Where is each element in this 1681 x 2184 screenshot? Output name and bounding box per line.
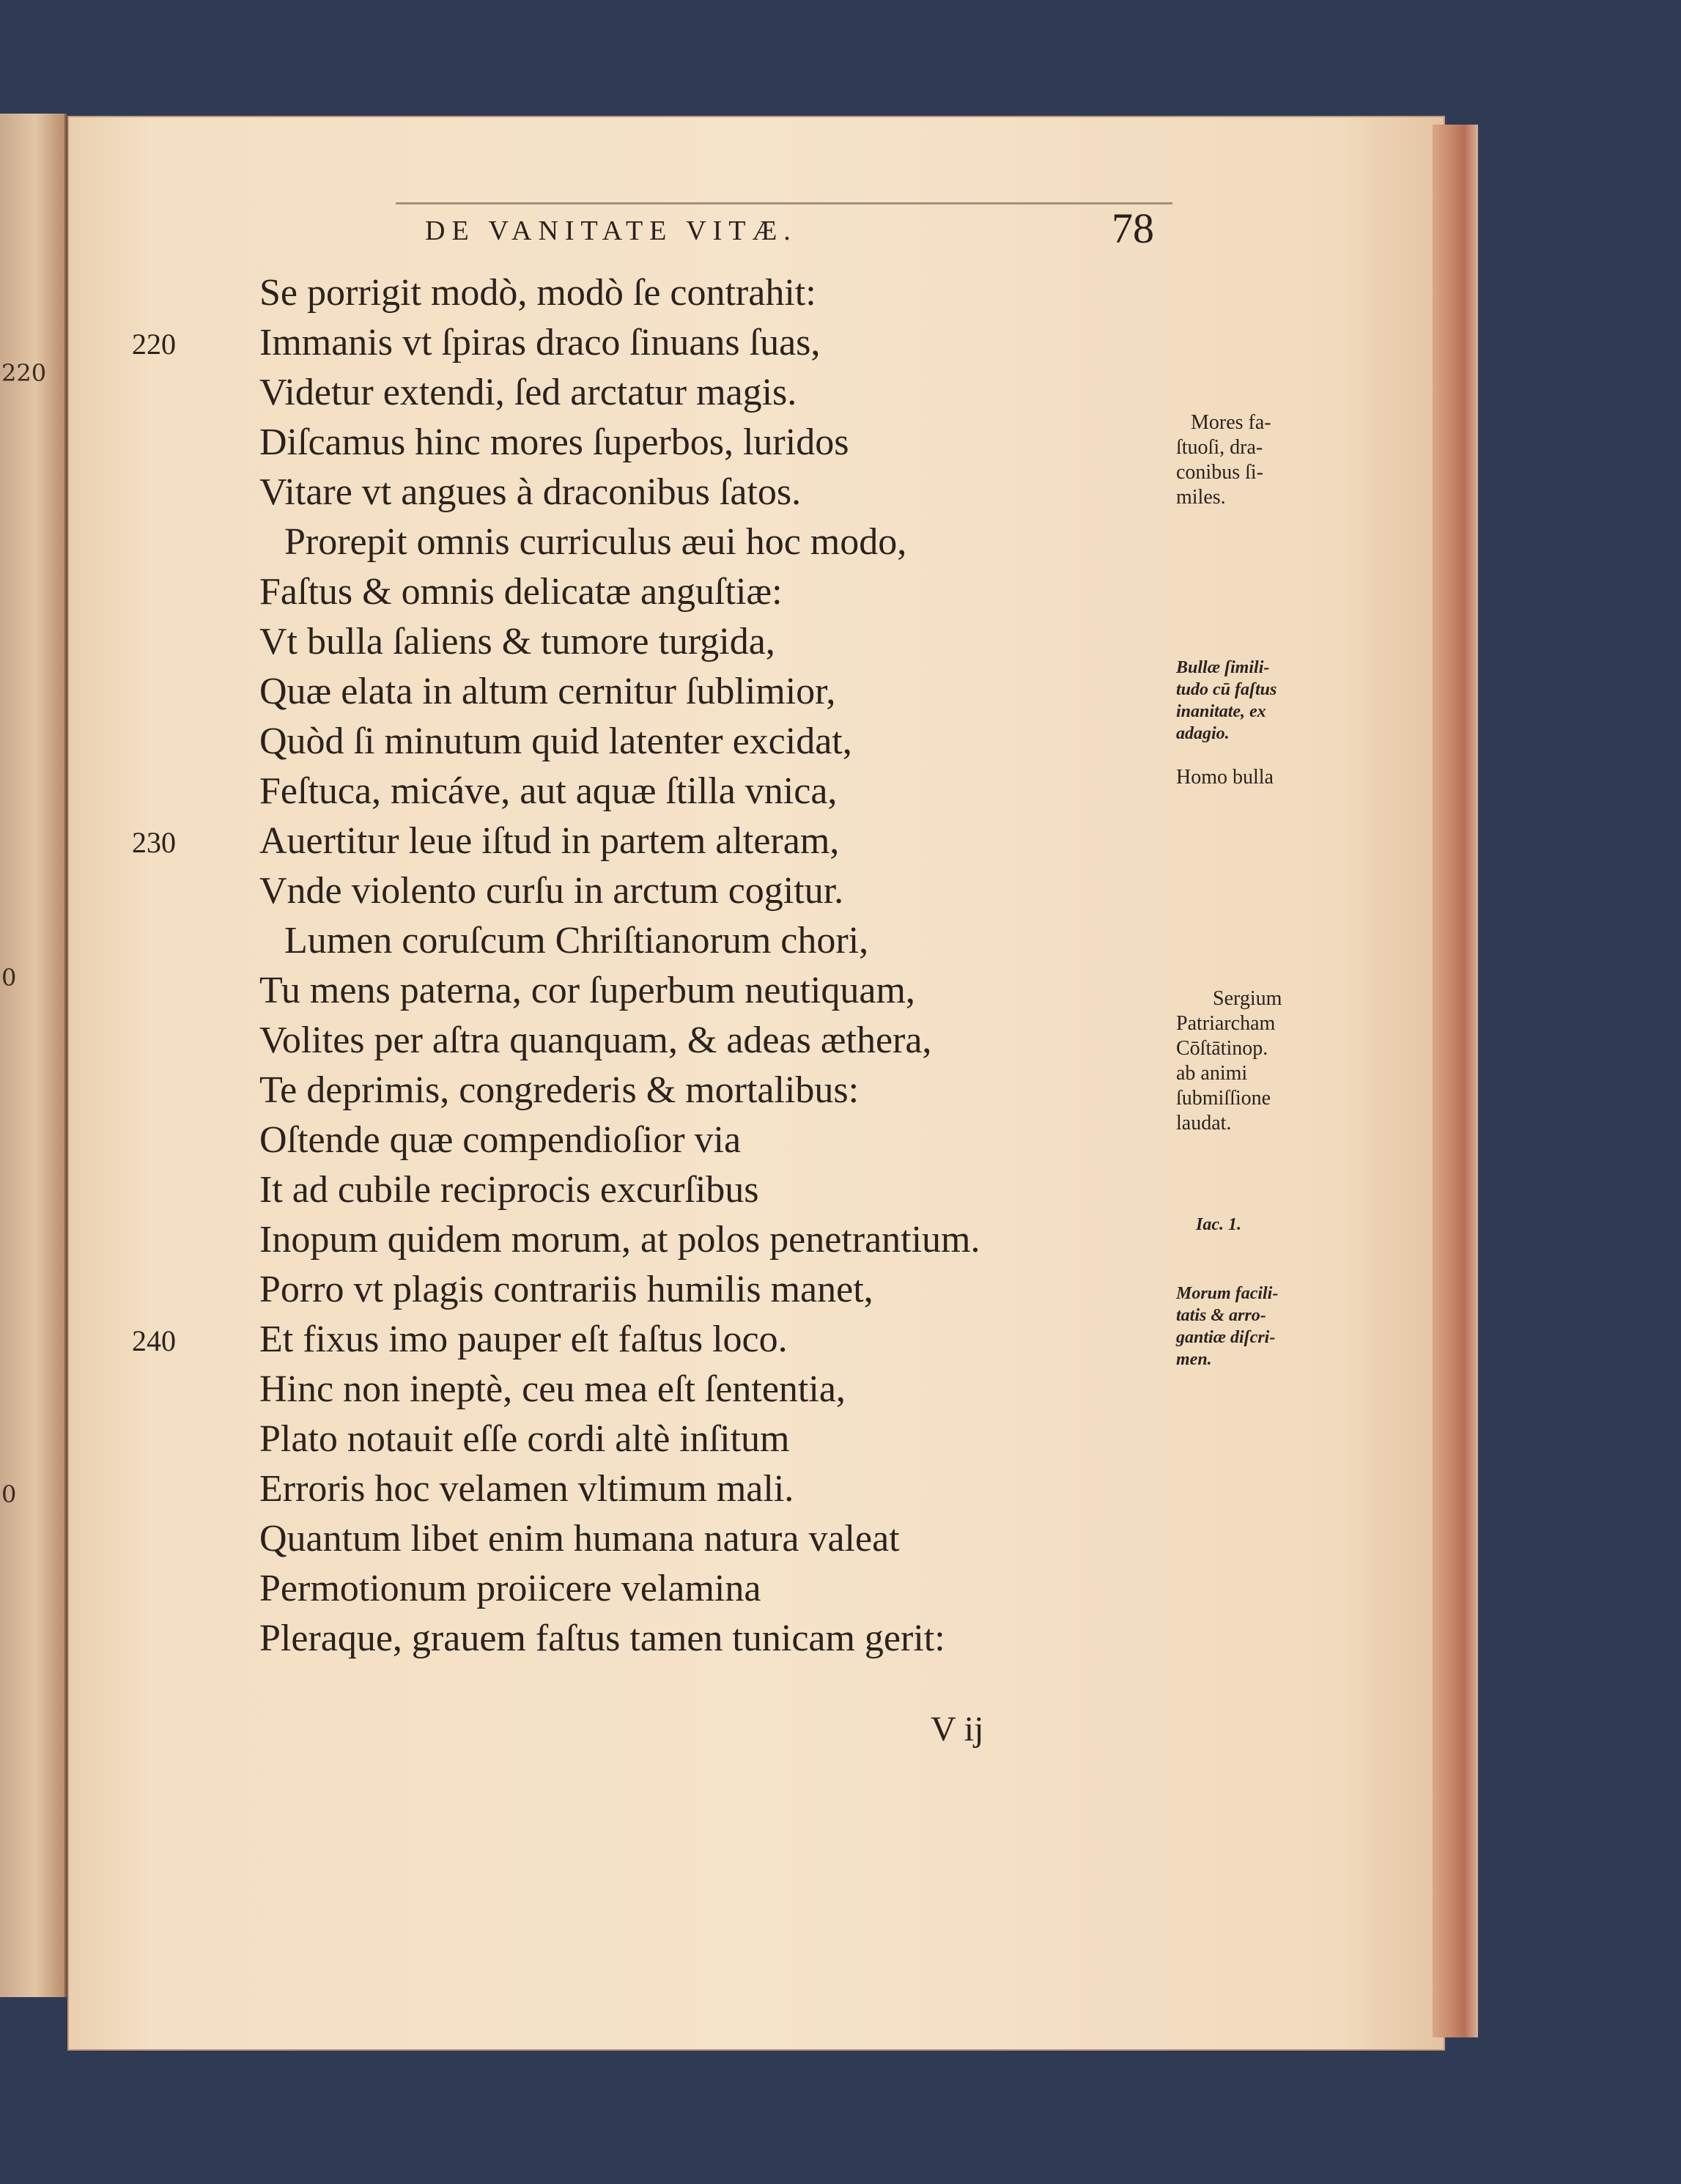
side-note: Sergium Patriarcham Cōſtātinop. ab animi ſubmiſſione laudat. xyxy=(1176,987,1282,1135)
verse-line: Oſtende quæ compendioſior via xyxy=(259,1119,742,1161)
running-title: DE VANITATE VITÆ. xyxy=(425,215,797,246)
verse-line: Hinc non ineptè, ceu mea eſt ſententia, xyxy=(259,1368,846,1410)
verse-line: Prorepit omnis curriculus æui hoc modo, xyxy=(284,521,907,563)
verse-line: Erroris hoc velamen vltimum mali. xyxy=(259,1468,794,1510)
page-fore-edge xyxy=(1433,125,1478,2037)
left-line-number: 0 xyxy=(1,1480,17,1508)
line-number: 240 xyxy=(132,1324,176,1357)
left-line-number: 0 xyxy=(1,964,17,992)
header-rule xyxy=(396,202,1172,204)
verse-line: Et fixus imo pauper eſt faſtus loco. xyxy=(259,1318,788,1360)
line-number: 230 xyxy=(132,826,176,859)
verse-line: It ad cubile reciprocis excurſibus xyxy=(259,1169,759,1211)
verse-line: Quòd ſi minutum quid latenter excidat, xyxy=(259,720,852,762)
verse-line: Vnde violento curſu in arctum cogitur. xyxy=(259,870,844,912)
side-note: Bullæ ſimili- tudo cū faſtus inanitate, ex adagio. xyxy=(1176,658,1277,743)
verse-line: Vt bulla ſaliens & tumore turgida, xyxy=(259,621,775,663)
verse-line: Porro vt plagis contrariis humilis manet, xyxy=(259,1269,873,1310)
verse-line: Auertitur leue iſtud in partem alteram, xyxy=(259,820,840,862)
verse-line: Faſtus & omnis delicatæ anguſtiæ: xyxy=(259,571,783,613)
page-number: 78 xyxy=(1112,204,1154,252)
side-note: Iac. 1. xyxy=(1196,1215,1241,1234)
side-note: Mores fa- ſtuoſi, dra- conibus ſi- miles. xyxy=(1176,411,1271,509)
signature-mark: V ij xyxy=(931,1710,984,1749)
side-note: Homo bulla xyxy=(1176,766,1274,789)
verse-line: Quæ elata in altum cernitur ſublimior, xyxy=(259,671,836,712)
left-page-edge xyxy=(0,114,67,1997)
line-number: 220 xyxy=(132,328,176,361)
left-line-number: 220 xyxy=(1,359,47,387)
verse-line: Feſtuca, micáve, aut aquæ ſtilla vnica, xyxy=(259,770,838,812)
side-note: Morum facili- tatis & arro- gantiæ diſcri- men. xyxy=(1176,1284,1279,1369)
verse-line: Inopum quidem morum, at polos penetrantium. xyxy=(259,1219,980,1261)
verse-line: Tu mens paterna, cor ſuperbum neutiquam, xyxy=(259,970,915,1011)
verse-line: Plato notauit eſſe cordi altè inſitum xyxy=(259,1418,790,1460)
verse-line: Vitare vt angues à draconibus ſatos. xyxy=(259,471,802,513)
verse-line: Lumen coruſcum Chriſtianorum chori, xyxy=(284,920,869,962)
verse-line: Diſcamus hinc mores ſuperbos, luridos xyxy=(259,421,849,463)
verse-line: Se porrigit modò, modò ſe contrahit: xyxy=(259,272,816,314)
verse-line: Volites per aſtra quanquam, & adeas æthera, xyxy=(259,1019,932,1061)
verse-line: Permotionum proiicere velamina xyxy=(259,1568,761,1609)
verse-line: Videtur extendi, ſed arctatur magis. xyxy=(259,372,797,413)
verse-line: Immanis vt ſpiras draco ſinuans ſuas, xyxy=(259,322,821,364)
verse-line: Te deprimis, congrederis & mortalibus: xyxy=(259,1069,860,1111)
verse-line: Quantum libet enim humana natura valeat xyxy=(259,1518,900,1560)
verse-line: Pleraque, grauem faſtus tamen tunicam gerit: xyxy=(259,1617,945,1659)
